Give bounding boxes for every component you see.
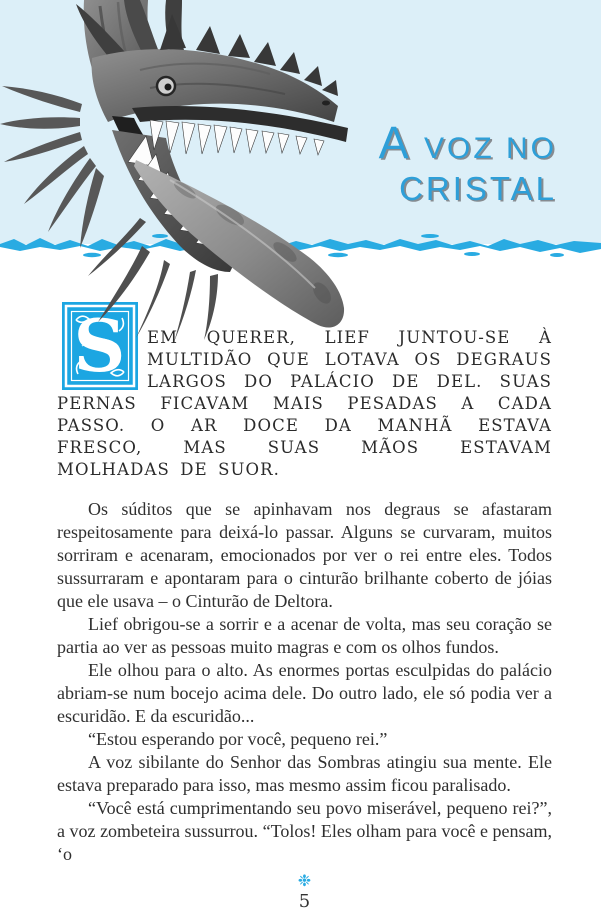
flower-ornament-icon: ❉ (297, 871, 312, 890)
paragraph: A voz sibilante do Senhor das Sombras atingiu sua mente. Ele estava preparado para isso, mas mesmo assim ficou paralisado. (57, 752, 552, 795)
title-line-1: A VOZ NO (378, 117, 557, 168)
opening-paragraph (57, 303, 552, 481)
paragraph: “Estou esperando por você, pequeno rei.” (88, 729, 388, 749)
dragon-tongue (134, 160, 344, 328)
page-footer (57, 873, 552, 911)
paragraph: “Você está cumprimentando seu povo miserável, pequeno rei?”, a voz zombeteira sussurrou. “Tolos! Eles olham para você e pensam, ‘o (57, 798, 552, 864)
paragraph: Os súditos que se apinhavam nos degraus se afastaram respeitosamente para deixá-lo passar. Alguns se curvaram, muitos sorriram e acenaram, emocionados por ver o rei entre eles. Todos sussurraram e apontaram para o cinturão brilhante coberto de jóias que ele usava – o Cinturão de Deltora. (57, 499, 552, 611)
dropcap-letter: S (73, 303, 127, 388)
page-number: 5 (298, 891, 311, 912)
page-content (0, 303, 601, 912)
dragon-frill-spines (0, 86, 104, 248)
chapter-title (379, 118, 557, 207)
paragraphs (57, 498, 552, 866)
title-line-2: CRISTAL (399, 169, 557, 207)
paragraph: Lief obrigou-se a sorrir e a acenar de volta, mas seu coração se partia ao ver as pessoas muito magras e com os olhos fundos. (57, 614, 552, 657)
opening-text: EM QUERER, LIEF JUNTOU-SE À MULTIDÃO QUE LOTAVA OS DEGRAUS LARGOS DO PALÁCIO DE DEL. SUAS PERNAS FICAVAM MAIS PESADAS A CADA PASSO. O AR DOCE DA MANHÃ ESTAVA FRESCO, MAS SUAS MÃOS ESTAVAM MOLHADAS DE SUOR. (57, 328, 552, 479)
paragraph: Ele olhou para o alto. As enormes portas esculpidas do palácio abriam-se num bocejo acima dele. Do outro lado, ele só podia ver a escuridão. E da escuridão... (57, 660, 552, 726)
dragon-illustration (0, 0, 362, 346)
